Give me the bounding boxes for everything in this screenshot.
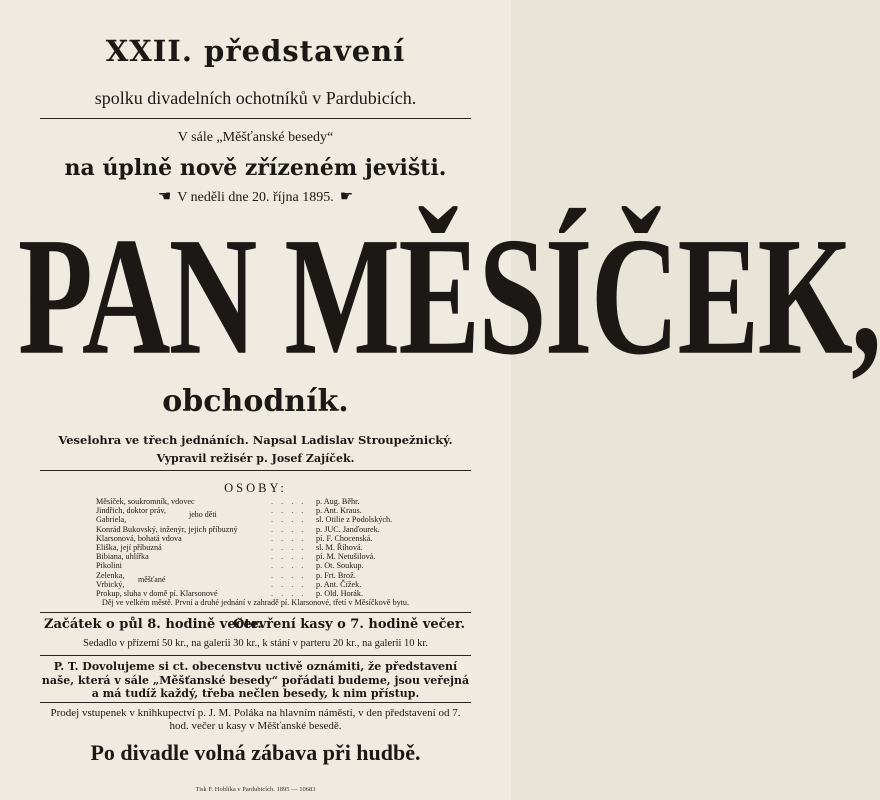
- venue: V sále „Měšťanské besedy“: [177, 130, 334, 145]
- cast-row: Pikolini . . . . p. Ot. Soukup.: [96, 561, 364, 571]
- date-text: V neděli dne 20. října 1895.: [177, 190, 334, 205]
- cast-row: Vrbický, . . . . p. Ant. Čížek.: [96, 579, 362, 589]
- setting-note: Děj ve velkém městě. První a druhé jednání v zahradě pí. Klarsonové, třetí v Měsíčkově bytu.: [101, 598, 410, 607]
- society-name: spolku divadelních ochotníků v Pardubicích.: [94, 88, 417, 108]
- cast-actor: p. Old. Horák.: [316, 588, 364, 598]
- cast-row: Gabriela, . . . . sl. Otilie z Podolských.: [96, 515, 393, 525]
- cast-row: Bibiana, uhlířka . . . . pí. M. Netušilová.: [96, 552, 376, 562]
- cast-role: Gabriela,: [96, 515, 127, 525]
- start-time: Začátek o půl 8. hodině večer.: [44, 617, 262, 632]
- cast-actor: sl. M. Říhová.: [316, 542, 363, 552]
- cast-role: Eliška, její příbuzná: [96, 542, 162, 552]
- cast-role: Zelenka,: [96, 570, 125, 580]
- ticket-sale-info: Prodej vstupenek v knihkupectví p. J. M. Poláka na hlavním náměstí, v den představení od 7. hod. večer u kasy v Měšťanské besedě.: [50, 707, 461, 732]
- divider: [40, 655, 471, 656]
- cast-actor: p. Ant. Čížek.: [316, 579, 362, 589]
- cast-role: Konrád Bukovský, inženýr, jejich příbuzný: [96, 524, 238, 534]
- cast-row: Zelenka, měšťané . . . . p. Frt. Brož.: [96, 570, 356, 584]
- stage-line: na úplně nově zřízeném jevišti.: [64, 155, 447, 181]
- cast-row: Konrád Bukovský, inženýr, jejich příbuzný . . . . p. JUC. Janďourek.: [96, 524, 380, 534]
- cast-row: Prokup, sluha v domě pí. Klarsonové . . . . p. Old. Horák.: [96, 588, 364, 598]
- cast-row: Klarsonová, bohatá vdova . . . . pí. F. Chocenská.: [96, 533, 373, 543]
- cast-role: Pikolini: [96, 561, 122, 571]
- cast-row: Jindřich, doktor práv, jeho děti . . . . p. Ant. Kraus.: [96, 506, 362, 520]
- cast-actor: sl. Otilie z Podolských.: [316, 515, 393, 525]
- pointing-hand-left-icon: ☚: [157, 189, 172, 205]
- performance-number: XXII. představení: [105, 34, 406, 68]
- play-director: Vypravil režisér p. Josef Zajíček.: [156, 452, 355, 465]
- brace-label-children: jeho děti: [189, 510, 217, 520]
- printer-credit: Tisk F. Hoblíka v Pardubicích. 1895 — 10683: [195, 786, 316, 793]
- play-subtitle: obchodník.: [162, 384, 349, 419]
- cast-actor: p. Ant. Kraus.: [316, 506, 362, 516]
- cast-actor: p. Aug. Běhr.: [316, 497, 360, 506]
- divider: [40, 612, 471, 613]
- play-genre: Veselohra ve třech jednáních. Napsal Ladislav Stroupežnický.: [58, 433, 453, 447]
- public-announcement: P. T. Dovolujeme si ct. obecenstvu uctivě oznámiti, že představení naše, která v sále „Měšťanské besedy“ pořádati budeme, jsou veřejná a má tudíž každý, třeba nečlen besedy, k nim přístup.: [41, 660, 470, 700]
- cast-role: Prokup, sluha v domě pí. Klarsonové: [96, 588, 218, 598]
- cast-actor: p. JUC. Janďourek.: [316, 524, 380, 534]
- cast-role: Vrbický,: [96, 579, 125, 589]
- cast-actor: pí. F. Chocenská.: [316, 533, 373, 543]
- play-title: PAN MĚSÍČEK,: [17, 201, 880, 390]
- cast-row: Eliška, její příbuzná . . . . sl. M. Říhová.: [96, 542, 363, 552]
- cast-actor: p. Ot. Soukup.: [316, 561, 364, 571]
- cast-row: Měsíček, soukromník, vdovec . . . . p. Aug. Běhr.: [96, 497, 360, 506]
- divider: [40, 118, 471, 119]
- cast-list: [96, 497, 427, 598]
- cast-role: Klarsonová, bohatá vdova: [96, 533, 182, 543]
- box-office-time: Otevření kasy o 7. hodině večer.: [233, 617, 465, 632]
- ticket-prices: Sedadlo v přízemí 50 kr., na galerii 30 kr., k stání v parteru 20 kr., na galerii 10 kr.: [83, 638, 428, 649]
- after-show-note: Po divadle volná zábava při hudbě.: [90, 740, 421, 765]
- cast-actor: pí. M. Netušilová.: [316, 552, 376, 562]
- cast-role: Bibiana, uhlířka: [96, 552, 149, 562]
- divider: [40, 470, 471, 471]
- cast-role: Jindřich, doktor práv,: [96, 506, 166, 516]
- cast-actor: p. Frt. Brož.: [316, 570, 356, 580]
- cast-role: Měsíček, soukromník, vdovec: [96, 497, 195, 506]
- brace-label-burghers: měšťané: [138, 574, 166, 584]
- cast-heading: OSOBY:: [224, 481, 287, 495]
- pointing-hand-right-icon: ☛: [339, 189, 354, 205]
- divider: [40, 702, 471, 703]
